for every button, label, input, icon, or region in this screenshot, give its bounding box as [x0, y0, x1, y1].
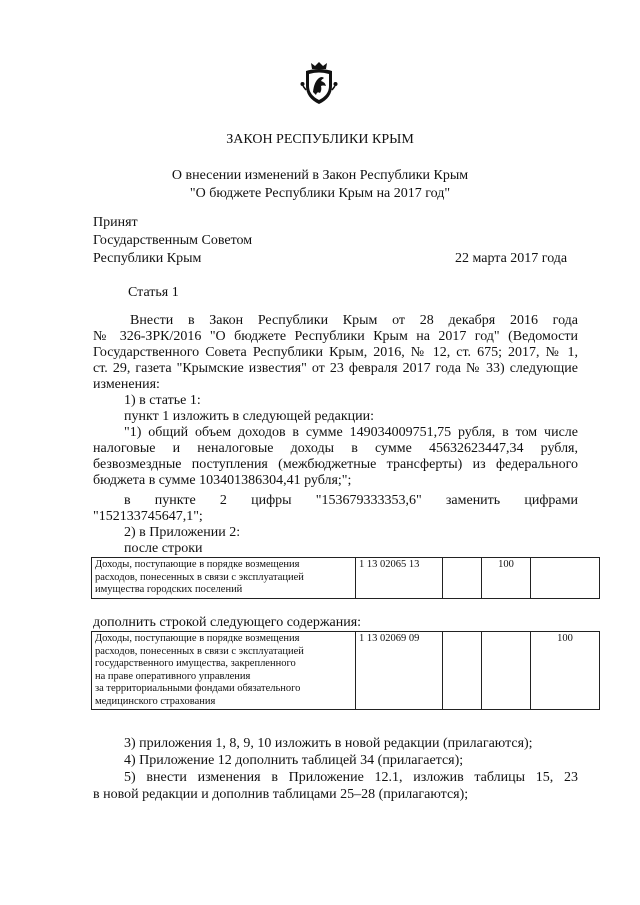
adopted-by-republic: Республики Крым [93, 251, 202, 266]
body-line: после строки [124, 541, 203, 556]
table-row [92, 632, 600, 710]
cell-text-line: имущества городских поселений [95, 584, 243, 595]
body-line: дополнить строкой следующего содержания: [93, 615, 362, 630]
body-line: налоговые и неналоговые доходы в сумме 45632623447,34 рубля, [93, 441, 578, 456]
cell-text-line: Доходы, поступающие в порядке возмещения [95, 633, 300, 644]
revenue-table-before [91, 557, 600, 599]
body-line: 4) Приложение 12 дополнить таблицей 34 (прилагается); [124, 753, 464, 768]
body-line: 5) внести изменения в Приложение 12.1, изложив таблицы 15, 23 [124, 770, 578, 785]
cell-text-line: Доходы, поступающие в порядке возмещения [95, 559, 300, 570]
table-cell-name [92, 632, 356, 710]
body-line: № 326-ЗРК/2016 "О бюджете Республики Крым на 2017 год" (Ведомости [93, 329, 578, 344]
table-cell-code: 1 13 02069 09 [356, 632, 443, 710]
body-line: "152133745647,1"; [93, 509, 203, 524]
article-heading: Статья 1 [128, 285, 179, 300]
law-subtitle-line1: О внесении изменений в Закон Республики Крым [171, 168, 469, 183]
body-line: изменения: [93, 377, 160, 392]
coat-of-arms-emblem [300, 60, 338, 106]
law-title: ЗАКОН РЕСПУБЛИКИ КРЫМ [226, 132, 414, 147]
adopted-label: Принят [93, 215, 138, 230]
revenue-table-added [91, 631, 600, 710]
table-cell-percent: 100 [482, 558, 531, 599]
body-line: бюджета в сумме 103401386304,41 рубля;"; [93, 473, 352, 488]
cell-text-line: медицинского страхования [95, 695, 216, 707]
table-cell-code: 1 13 02065 13 [356, 558, 443, 599]
adoption-date: 22 марта 2017 года [455, 251, 568, 266]
adopted-by-council: Государственным Советом [93, 233, 253, 248]
body-line: 2) в Приложении 2: [124, 525, 241, 540]
body-line: безвозмездные поступления (межбюджетные трансферты) из федерального [93, 457, 578, 472]
body-line: Государственного Совета Республики Крым, 2016, № 12, ст. 675; 2017, № 1, [93, 345, 578, 360]
cell-text-line: расходов, понесенных в связи с эксплуатацией [95, 645, 304, 657]
table-cell-empty [443, 558, 482, 599]
table-row [92, 558, 600, 599]
cell-text-line: за территориальными фондами обязательного [95, 683, 301, 694]
body-line: "1) общий объем доходов в сумме 149034009751,75 рубля, в том числе [124, 425, 578, 440]
body-line: ст. 29, газета "Крымские известия" от 23 февраля 2017 года № 33) следующие [93, 361, 578, 376]
table-cell-empty [443, 632, 482, 710]
body-line: пункт 1 изложить в следующей редакции: [124, 409, 374, 424]
cell-text-line: на праве оперативного управления [95, 670, 251, 682]
law-subtitle-line2: "О бюджете Республики Крым на 2017 год" [189, 186, 451, 201]
table-cell-percent [531, 558, 600, 599]
cell-text-line: расходов, понесенных в связи с эксплуатацией [95, 571, 304, 583]
body-line: Внести в Закон Республики Крым от 28 декабря 2016 года [130, 313, 578, 328]
table-cell-percent [482, 632, 531, 710]
body-line: в новой редакции и дополнив таблицами 25–28 (прилагаются); [93, 787, 469, 802]
body-line: в пункте 2 цифры "153679333353,6" заменить цифрами [124, 493, 578, 508]
body-line: 1) в статье 1: [124, 393, 201, 408]
table-cell-percent: 100 [531, 632, 600, 710]
body-line: 3) приложения 1, 8, 9, 10 изложить в новой редакции (прилагаются); [124, 736, 533, 751]
table-cell-name [92, 558, 356, 599]
cell-text-line: государственного имущества, закрепленного [95, 658, 296, 669]
